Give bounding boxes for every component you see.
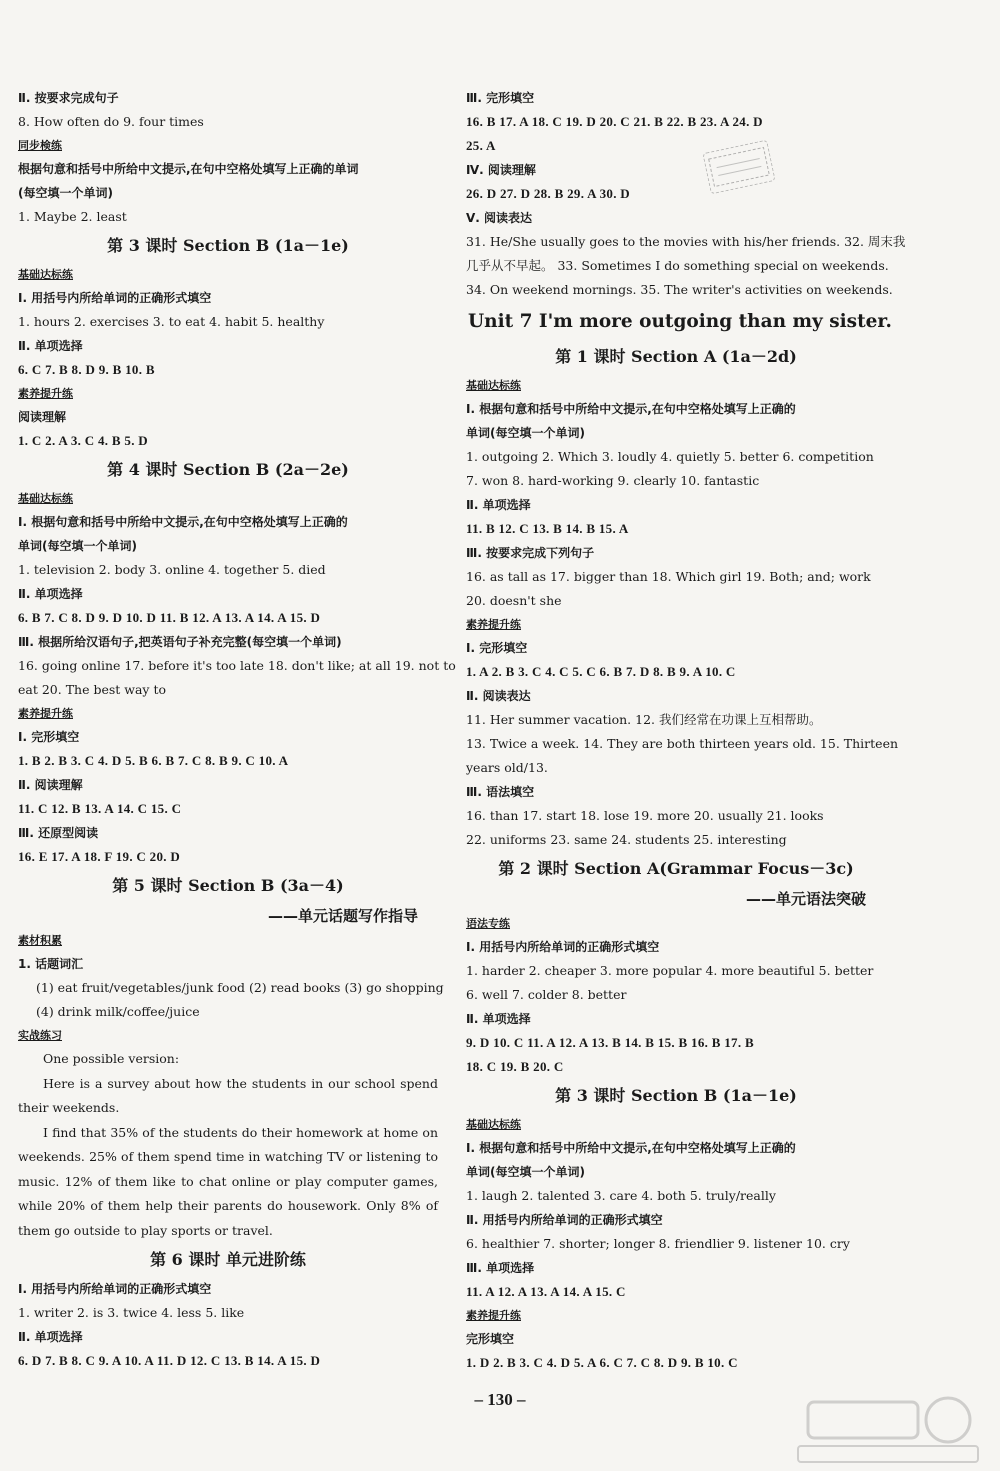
answer-line: 1. writer 2. is 3. twice 4. less 5. like <box>18 1305 245 1320</box>
answer-key-line: 16. E 17. A 18. F 19. C 20. D <box>18 849 181 864</box>
answer-key-line: 25. A <box>466 138 496 153</box>
answer-line: 1. outgoing 2. Which 3. loudly 4. quietly 5. better 6. competition <box>466 449 874 464</box>
vocab-line: (1) eat fruit/vegetables/junk food (2) read books (3) go shopping <box>36 980 444 995</box>
section-heading: Ⅰ. 用括号内所给单词的正确形式填空 <box>466 940 660 954</box>
section-heading: Ⅱ. 单项选择 <box>18 587 83 601</box>
answer-line: 16. as tall as 17. bigger than 18. Which girl 19. Both; and; work <box>466 569 871 584</box>
section-heading: Ⅰ. 完形填空 <box>466 641 528 655</box>
answer-key-line: 1. C 2. A 3. C 4. B 5. D <box>18 433 148 448</box>
section-heading: Ⅲ. 还原型阅读 <box>18 826 99 840</box>
section-heading: Ⅰ. 根据句意和括号中所给中文提示,在句中空格处填写上正确的 <box>466 402 796 416</box>
answer-key-line: 9. D 10. C 11. A 12. A 13. B 14. B 15. B 16. B 17. B <box>466 1035 754 1050</box>
section-heading: Ⅱ. 用括号内所给单词的正确形式填空 <box>466 1213 663 1227</box>
section-heading: Ⅲ. 完形填空 <box>466 91 535 105</box>
answer-key-line: 26. D 27. D 28. B 29. A 30. D <box>466 186 630 201</box>
section-heading: Ⅱ. 按要求完成句子 <box>18 91 119 105</box>
section-heading: Ⅱ. 单项选择 <box>18 339 83 353</box>
essay-paragraph: One possible version: <box>43 1051 180 1066</box>
answer-line: 1. television 2. body 3. online 4. together 5. died <box>18 562 326 577</box>
page-number: – 130 – <box>474 1390 526 1409</box>
exercise-type-label: 同步検练 <box>18 139 62 152</box>
answer-key-line: 11. C 12. B 13. A 14. C 15. C <box>18 801 182 816</box>
exercise-type-label: 素养提升练 <box>466 618 521 631</box>
answer-key-line: 6. B 7. C 8. D 9. D 10. D 11. B 12. A 13. A 14. A 15. D <box>18 610 321 625</box>
answer-line: 1. Maybe 2. least <box>18 209 127 224</box>
unit-title: Unit 7 I'm more outgoing than my sister. <box>468 311 892 332</box>
lesson-title: 第 3 课时 Section B (1a－1e) <box>555 1086 797 1105</box>
exercise-type-label: 素材积累 <box>18 934 62 947</box>
section-heading: 单词(每空填一个单词) <box>466 426 585 440</box>
answer-line: 1. hours 2. exercises 3. to eat 4. habit 5. healthy <box>18 314 325 329</box>
answer-key-line: 11. A 12. A 13. A 14. A 15. C <box>466 1284 626 1299</box>
left-column <box>18 86 456 1373</box>
section-heading: 阅读理解 <box>18 410 67 424</box>
answer-line: 7. won 8. hard-working 9. clearly 10. fantastic <box>466 473 760 488</box>
section-heading: Ⅱ. 阅读理解 <box>18 778 83 792</box>
essay-paragraph: Here is a survey about how the students in our school spend their weekends. <box>18 1075 438 1115</box>
lesson-subtitle: ——单元话题写作指导 <box>267 907 418 925</box>
answer-line: 8. How often do 9. four times <box>18 114 204 129</box>
answer-line: 34. On weekend mornings. 35. The writer's activities on weekends. <box>466 282 893 297</box>
answer-line: 6. well 7. colder 8. better <box>466 987 627 1002</box>
answer-line: 16. going online 17. before it's too late 18. don't like; at all 19. not to <box>18 658 456 673</box>
lesson-title: 第 4 课时 Section B (2a－2e) <box>107 460 349 479</box>
section-heading: Ⅰ. 根据句意和括号中所给中文提示,在句中空格处填写上正确的 <box>18 515 348 529</box>
answer-key-line: 1. A 2. B 3. C 4. C 5. C 6. B 7. D 8. B 9. A 10. C <box>466 664 736 679</box>
answer-line: eat 20. The best way to <box>18 682 167 697</box>
exercise-type-label: 素养提升练 <box>18 387 73 400</box>
answer-line: years old/13. <box>466 760 548 775</box>
section-heading: Ⅰ. 完形填空 <box>18 730 80 744</box>
section-heading: Ⅰ. 用括号内所给单词的正确形式填空 <box>18 1282 212 1296</box>
answer-line: 13. Twice a week. 14. They are both thirteen years old. 15. Thirteen <box>466 736 899 751</box>
answer-line: 16. than 17. start 18. lose 19. more 20. usually 21. looks <box>466 808 824 823</box>
answer-key-line: 6. D 7. B 8. C 9. A 10. A 11. D 12. C 13. B 14. A 15. D <box>18 1353 321 1368</box>
section-heading: Ⅱ. 阅读表达 <box>466 689 531 703</box>
section-heading: Ⅱ. 单项选择 <box>18 1330 83 1344</box>
lesson-title: 第 3 课时 Section B (1a－1e) <box>107 236 349 255</box>
answer-line: 20. doesn't she <box>466 593 562 608</box>
section-heading: 根据句意和括号中所给中文提示,在句中空格处填写上正确的单词 <box>18 162 359 176</box>
section-heading: Ⅲ. 单项选择 <box>466 1261 535 1275</box>
answer-line: 1. laugh 2. talented 3. care 4. both 5. truly/really <box>466 1188 776 1203</box>
section-heading: Ⅱ. 单项选择 <box>466 498 531 512</box>
exercise-type-label: 基础达标练 <box>18 492 73 505</box>
section-heading: Ⅲ. 根据所给汉语句子,把英语句子补充完整(每空填一个单词) <box>18 635 342 649</box>
section-heading: Ⅲ. 语法填空 <box>466 785 535 799</box>
exercise-type-label: 基础达标练 <box>466 1118 521 1131</box>
section-heading: (每空填一个单词) <box>18 186 113 200</box>
lesson-subtitle: ——单元语法突破 <box>745 890 866 908</box>
exercise-type-label: 语法专练 <box>466 917 510 930</box>
lesson-title: 第 1 课时 Section A (1a－2d) <box>555 347 797 366</box>
exercise-type-label: 素养提升练 <box>466 1309 521 1322</box>
answer-key-line: 11. B 12. C 13. B 14. B 15. A <box>466 521 629 536</box>
answer-key-line: 1. D 2. B 3. C 4. D 5. A 6. C 7. C 8. D 9. B 10. C <box>466 1355 738 1370</box>
answer-line: 1. harder 2. cheaper 3. more popular 4. more beautiful 5. better <box>466 963 874 978</box>
answer-line: 31. He/She usually goes to the movies with his/her friends. 32. 周末我 <box>466 234 906 249</box>
answer-line: 6. healthier 7. shorter; longer 8. friendlier 9. listener 10. cry <box>466 1236 850 1251</box>
answer-key-line: 18. C 19. B 20. C <box>466 1059 564 1074</box>
essay-paragraph: I find that 35% of the students do their homework at home on weekends. 25% of them spend time in watching TV or listening to music. 12% of them like to chat online or play computer games, while 20% of them help their parents do housework. Only 8% of them go outside to play sports or travel. <box>18 1124 438 1238</box>
answer-key-line: 6. C 7. B 8. D 9. B 10. B <box>18 362 155 377</box>
exercise-type-label: 实战练习 <box>18 1029 62 1042</box>
section-heading: Ⅰ. 根据句意和括号中所给中文提示,在句中空格处填写上正确的 <box>466 1141 796 1155</box>
vocab-line: (4) drink milk/coffee/juice <box>36 1004 200 1019</box>
answer-key-line: 1. B 2. B 3. C 4. D 5. B 6. B 7. C 8. B 9. C 10. A <box>18 753 289 768</box>
exercise-type-label: 素养提升练 <box>18 707 73 720</box>
lesson-title: 第 5 课时 Section B (3a－4) <box>112 876 344 895</box>
answer-key-line: 16. B 17. A 18. C 19. D 20. C 21. B 22. B 23. A 24. D <box>466 114 763 129</box>
answer-line: 几乎从不早起。 33. Sometimes I do something special on weekends. <box>466 258 889 273</box>
section-heading: 1. 话题词汇 <box>18 957 84 971</box>
lesson-title: 第 6 课时 单元进阶练 <box>150 1250 306 1269</box>
watermark-logo <box>788 1390 988 1468</box>
section-heading: 完形填空 <box>466 1332 515 1346</box>
section-heading: Ⅳ. 阅读理解 <box>466 163 536 177</box>
answer-line: 11. Her summer vacation. 12. 我们经常在功课上互相帮助。 <box>466 712 822 727</box>
section-heading: Ⅰ. 用括号内所给单词的正确形式填空 <box>18 291 212 305</box>
section-heading: 单词(每空填一个单词) <box>18 539 137 553</box>
answer-line: 22. uniforms 23. same 24. students 25. interesting <box>466 832 787 847</box>
section-heading: Ⅲ. 按要求完成下列句子 <box>466 546 595 560</box>
section-heading: Ⅱ. 单项选择 <box>466 1012 531 1026</box>
exercise-type-label: 基础达标练 <box>18 268 73 281</box>
section-heading: 单词(每空填一个单词) <box>466 1165 585 1179</box>
exercise-type-label: 基础达标练 <box>466 379 521 392</box>
section-heading: Ⅴ. 阅读表达 <box>466 211 533 225</box>
right-column <box>466 86 906 1375</box>
lesson-title: 第 2 课时 Section A(Grammar Focus－3c) <box>498 859 854 878</box>
